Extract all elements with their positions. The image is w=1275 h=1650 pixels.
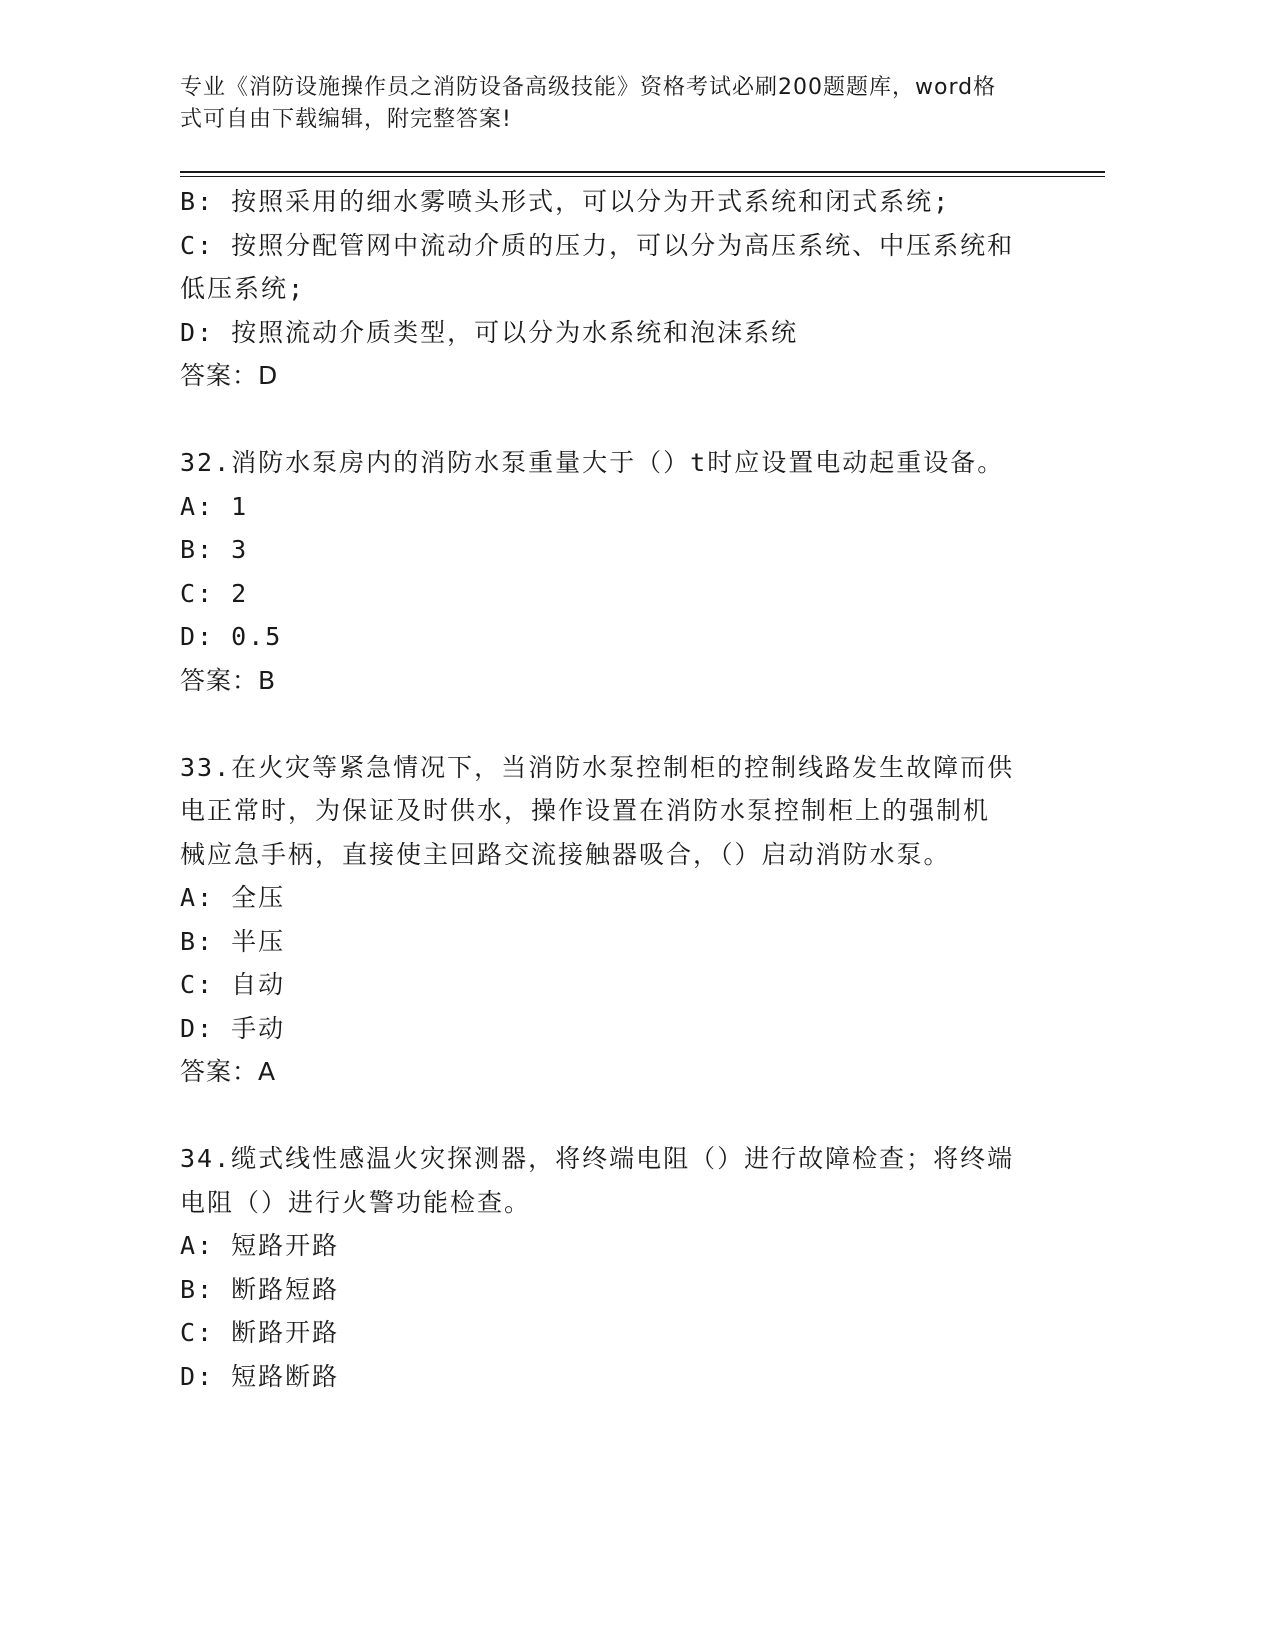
option-b: B: 断路短路 [180, 1274, 340, 1304]
question-33-stem-line-2: 电正常时，为保证及时供水，操作设置在消防水泵控制柜上的强制机 [180, 796, 991, 825]
header-rule-thin [180, 176, 1105, 177]
option-c: C: 2 [180, 578, 249, 608]
option-c: C: 自动 [180, 970, 286, 999]
question-33-stem-line-3: 械应急手柄，直接使主回路交流接触器吸合，（）启动消防水泵。 [180, 839, 951, 869]
option-b: B: 半压 [180, 926, 286, 956]
spacer [180, 1094, 1040, 1138]
option-a: A: 1 [180, 491, 249, 521]
document-header [180, 72, 1060, 136]
option-c-wrap: 低压系统; [180, 274, 306, 303]
header-line-1: 专业《消防设施操作员之消防设备高级技能》资格考试必刷200题题库，word格 [180, 75, 997, 100]
option-d: D: 按照流动介质类型，可以分为水系统和泡沫系统 [180, 317, 799, 347]
option-d: D: 短路断路 [180, 1361, 340, 1391]
question-content [180, 180, 1040, 1398]
option-a: A: 全压 [180, 883, 286, 912]
question-34-stem-line-2: 电阻（）进行火警功能检查。 [180, 1187, 532, 1217]
question-32-stem: 32.消防水泵房内的消防水泵重量大于（）t时应设置电动起重设备。 [180, 448, 1005, 477]
option-c: C: 断路开路 [180, 1318, 340, 1347]
question-34-stem-line-1: 34.缆式线性感温火灾探测器，将终端电阻（）进行故障检查；将终端 [180, 1144, 1015, 1173]
spacer [180, 398, 1040, 442]
answer-33: 答案：A [180, 1057, 277, 1086]
answer-32: 答案：B [180, 665, 277, 695]
spacer [180, 702, 1040, 746]
question-32 [180, 441, 1040, 702]
question-34 [180, 1137, 1040, 1398]
option-d: D: 手动 [180, 1013, 286, 1043]
option-d: D: 0.5 [180, 622, 283, 651]
question-33 [180, 746, 1040, 1094]
question-33-stem-line-1: 33.在火灾等紧急情况下，当消防水泵控制柜的控制线路发生故障而供 [180, 752, 1015, 782]
header-line-2: 式可自由下载编辑，附完整答案! [180, 107, 512, 132]
question-31-continuation [180, 180, 1040, 398]
option-b: B: 按照采用的细水雾喷头形式，可以分为开式系统和闭式系统; [180, 187, 951, 216]
option-c: C: 按照分配管网中流动介质的压力，可以分为高压系统、中压系统和 [180, 230, 1015, 260]
option-a: A: 短路开路 [180, 1231, 340, 1260]
header-rule-thick [180, 171, 1105, 173]
option-b: B: 3 [180, 535, 249, 564]
answer-31: 答案：D [180, 361, 279, 390]
